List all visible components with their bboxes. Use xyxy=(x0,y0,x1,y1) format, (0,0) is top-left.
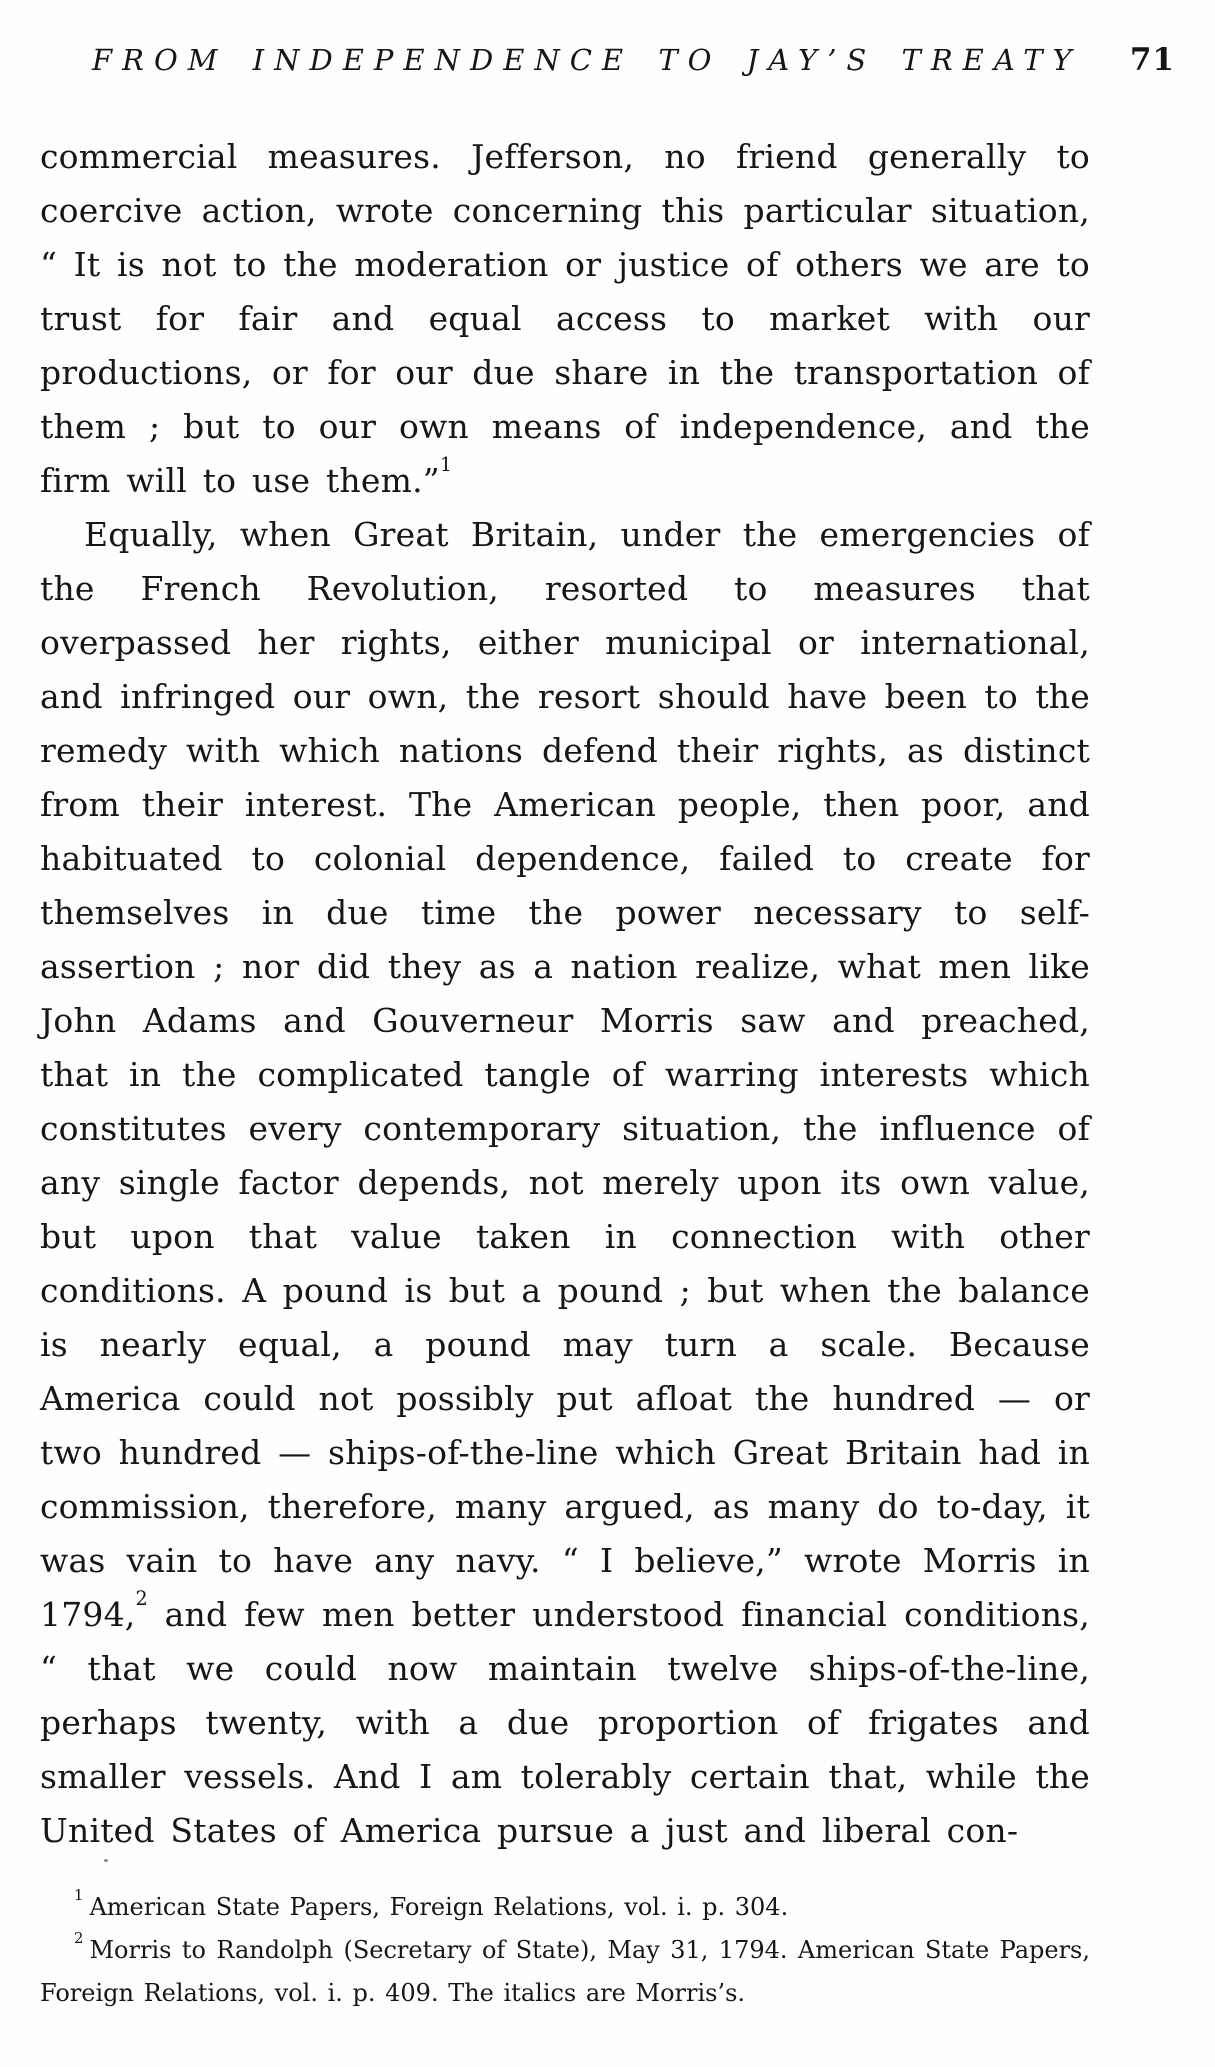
scan-speck xyxy=(104,1859,108,1862)
footnote-1-text: American State Papers, Foreign Relations, vol. i. p. 304. xyxy=(89,1893,789,1921)
footnote-2-marker: 2 xyxy=(74,1929,84,1948)
running-header xyxy=(40,42,1175,78)
footnotes xyxy=(40,1886,1090,2015)
footnote-2-text: Morris to Randolph (Secretary of State), May 31, 1794. American State Papers, Foreign Relations, vol. i. p. 409. The italics are Morris’s. xyxy=(40,1936,1090,2007)
paragraph-2-text-b: and few men better understood financial conditions, “ that we could now maintain twelve ships-of-the-line, perhaps twenty, with a due proportion of frigates and smaller vessels. And I am tolerably certain that, while the United States of America pursue a just and liberal con- xyxy=(40,1595,1090,1850)
running-header-title: FROM INDEPENDENCE TO JAY’S TREATY xyxy=(92,43,1082,77)
footnote-1 xyxy=(40,1886,1090,1929)
paragraph-1-text: commercial measures. Jefferson, no friend generally to coercive action, wrote concerning this particular situation, “ It is not to the moderation or justice of others we are to trust for fair and equal access to market with our productions, or for our due share in the transportation of them ; but to our own means of independence, and the firm will to use them.” xyxy=(40,137,1090,500)
footnote-ref-1: 1 xyxy=(439,453,453,477)
body-text xyxy=(40,130,1090,1858)
page-number: 71 xyxy=(1129,42,1175,78)
paragraph-1 xyxy=(40,130,1090,508)
footnote-1-marker: 1 xyxy=(74,1886,84,1905)
footnote-ref-2: 2 xyxy=(135,1587,148,1611)
paragraph-2-text-a: Equally, when Great Britain, under the emergencies of the French Revolution, resorted to measures that overpassed her rights, either municipal or international, and infringed our own, the resort should have been to the remedy with which nations defend their rights, as distinct from their interest. The American people, then poor, and habituated to colonial dependence, failed to create for themselves in due time the power necessary to self-assertion ; nor did they as a nation realize, what men like John Adams and Gouverneur Morris saw and preached, that in the complicated tangle of warring interests which constitutes every contemporary situation, the influence of any single factor depends, not merely upon its own value, but upon that value taken in connection with other conditions. A pound is but a pound ; but when the balance is nearly equal, a pound may turn a scale. Because America could not possibly put afloat the hundred — or two hundred — ships-of-the-line which Great Britain had in commission, therefore, many argued, as many do to-day, it was vain to have any navy. “ I believe,” wrote Morris in 1794, xyxy=(40,515,1090,1634)
paragraph-2 xyxy=(40,508,1090,1858)
footnote-2 xyxy=(40,1929,1090,2015)
